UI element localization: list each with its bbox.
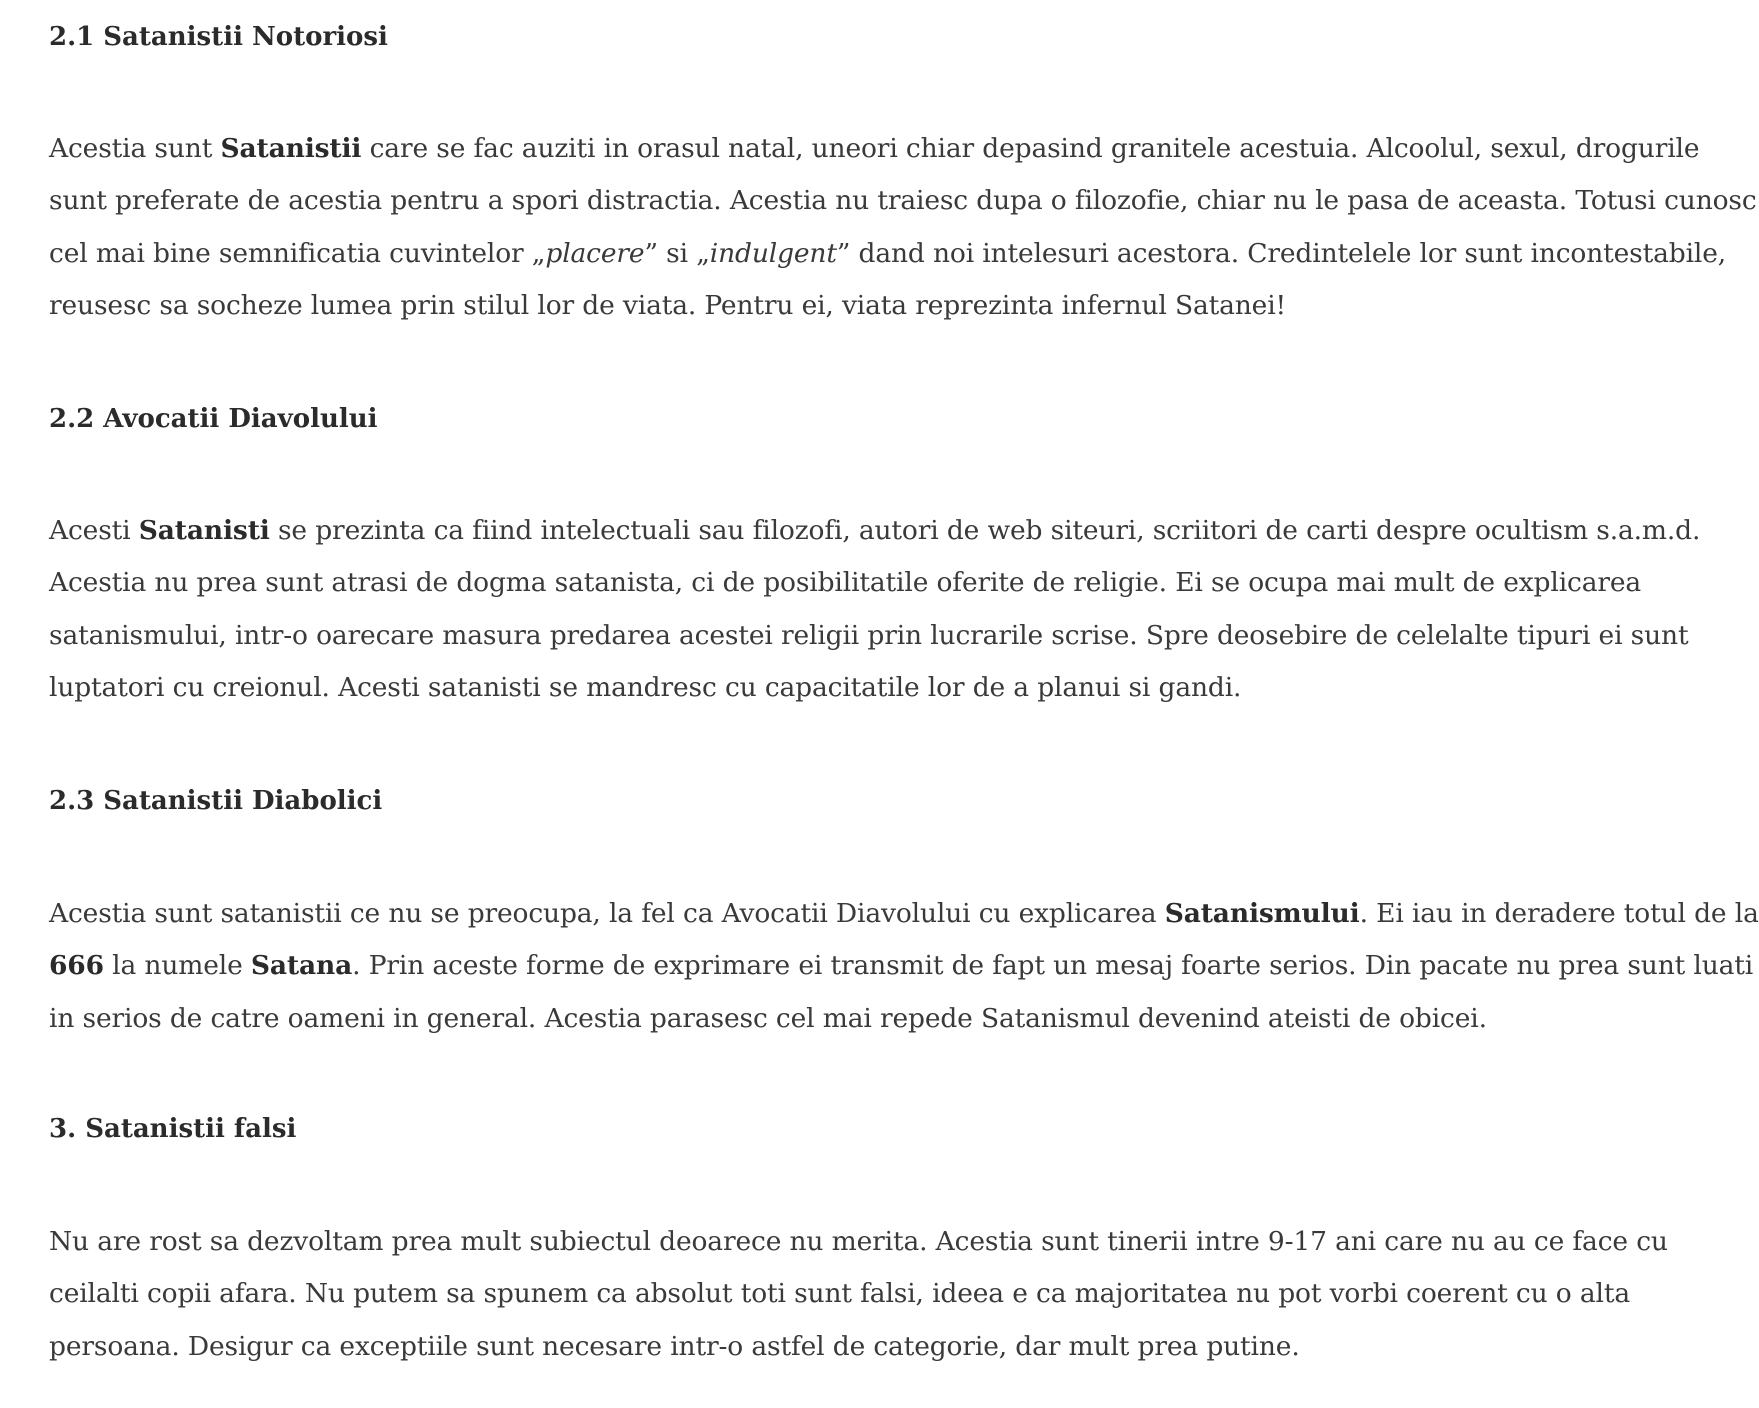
- text-run: la numele: [103, 950, 251, 982]
- section-paragraph-notoriosi: [49, 123, 1757, 332]
- text-run: . Ei iau in deradere totul de la: [1359, 898, 1759, 929]
- text-run: satanismului, intr-o oarecare masura predarea acestei religii prin lucrarile scrise. Spre deosebire de celelalte tipuri ei sunt: [49, 619, 1689, 651]
- bold-term: Satanisti: [138, 515, 270, 546]
- paragraph-line: [49, 175, 1757, 227]
- text-run: Acesti: [49, 515, 139, 546]
- section-paragraph-falsi: [49, 1216, 1668, 1373]
- text-run: ceilalti copii afara. Nu putem sa spunem ca absolut toti sunt falsi, ideea e ca majoritatea nu pot vorbi coerent cu o alta: [49, 1278, 1631, 1310]
- section-heading-falsi: 3. Satanistii falsi: [49, 1114, 297, 1144]
- paragraph-line: [49, 505, 1701, 557]
- text-run: in serios de catre oameni in general. Acestia parasesc cel mai repede Satanismul devenind ateisti de obicei.: [49, 1002, 1487, 1034]
- paragraph-line: [49, 280, 1639, 332]
- section-heading-avocatii: 2.2 Avocatii Diavolului: [49, 404, 378, 434]
- section-heading-diabolici: 2.3 Satanistii Diabolici: [49, 786, 383, 816]
- text-run: se prezinta ca fiind intelectuali sau filozofi, autori de web siteuri, scriitori de carti despre ocultism s.a.m.d.: [269, 515, 1701, 546]
- text-run: . Prin aceste forme de exprimare ei transmit de fapt un mesaj foarte serios. Din pacate nu prea sunt luati: [352, 950, 1754, 982]
- paragraph-line: [49, 993, 1639, 1045]
- paragraph-line: [49, 1321, 1639, 1373]
- text-run: persoana. Desigur ca exceptiile sunt necesare intr-o astfel de categorie, dar mult prea putine.: [49, 1330, 1300, 1362]
- text-run: Acestia nu prea sunt atrasi de dogma satanista, ci de posibilitatile oferite de religie. Ei se ocupa mai mult de explicarea: [49, 567, 1642, 599]
- text-run: ” dand noi intelesuri acestora. Credintelele lor sunt incontestabile,: [836, 237, 1727, 269]
- paragraph-line: [49, 610, 1689, 662]
- text-run: cel mai bine semnificatia cuvintelor „: [49, 237, 546, 269]
- bold-term: 666: [49, 950, 104, 982]
- paragraph-line: [49, 1268, 1639, 1320]
- paragraph-line: [49, 662, 1639, 714]
- text-run: Acestia sunt satanistii ce nu se preocupa, la fel ca Avocatii Diavolului cu explicarea: [49, 898, 1165, 929]
- paragraph-line: [49, 888, 1759, 940]
- bold-term: Satana: [250, 950, 353, 982]
- italic-term: indulgent: [709, 237, 837, 269]
- section-paragraph-diabolici: [49, 888, 1759, 1045]
- paragraph-line: [49, 228, 1727, 280]
- text-run: ” si „: [644, 237, 710, 269]
- section-heading-notoriosi: 2.1 Satanistii Notoriosi: [49, 22, 388, 52]
- italic-term: placere: [545, 237, 645, 269]
- bold-term: Satanismului: [1164, 898, 1360, 929]
- text-run: luptatori cu creionul. Acesti satanisti se mandresc cu capacitatile lor de a planui si gandi.: [49, 671, 1242, 703]
- paragraph-line: [49, 123, 1700, 175]
- section-paragraph-avocatii: [49, 505, 1701, 714]
- text-run: reusesc sa socheze lumea prin stilul lor de viata. Pentru ei, viata reprezinta infernul Satanei!: [49, 289, 1287, 321]
- text-run: care se fac auziti in orasul natal, uneori chiar depasind granitele acestuia. Alcoolul, sexul, drogurile: [361, 133, 1700, 164]
- paragraph-line: [49, 557, 1642, 609]
- bold-term: Satanistii: [220, 133, 362, 164]
- text-run: sunt preferate de acestia pentru a spori distractia. Acestia nu traiesc dupa o filozofie, chiar nu le pasa de aceasta. Totusi cunosc: [49, 185, 1757, 217]
- text-run: Nu are rost sa dezvoltam prea mult subiectul deoarece nu merita. Acestia sunt tinerii intre 9-17 ani care nu au ce face cu: [49, 1226, 1668, 1257]
- text-run: Acestia sunt: [49, 133, 221, 164]
- paragraph-line: [49, 1216, 1668, 1268]
- paragraph-line: [49, 940, 1754, 992]
